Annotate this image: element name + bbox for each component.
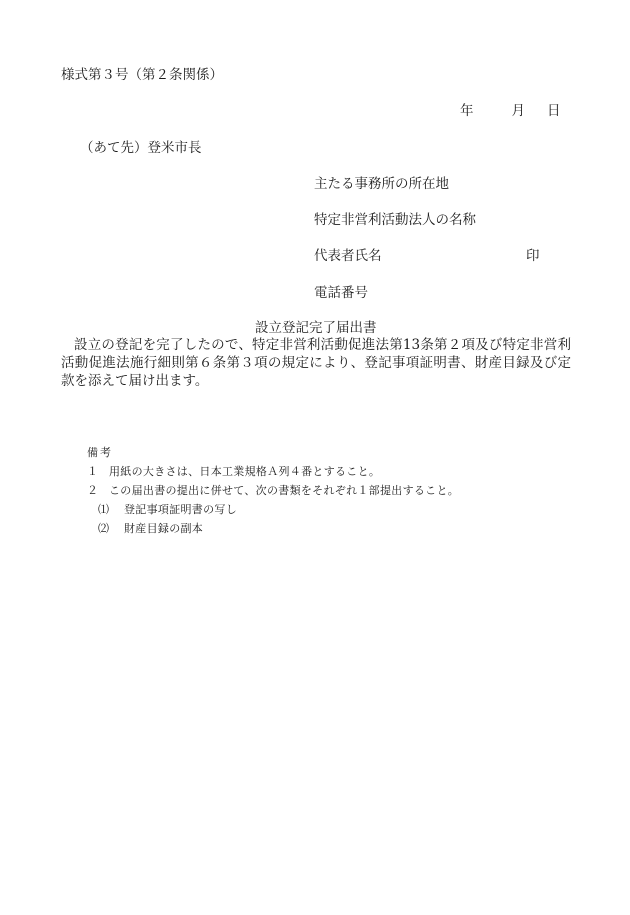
notes-heading: 備考 (87, 446, 113, 459)
note-item (87, 465, 380, 479)
corporation-name-label: 特定非営利活動法人の名称 (314, 212, 476, 228)
note-text: この届出書の提出に併せて、次の書類をそれぞれ１部提出すること。 (109, 484, 460, 497)
date-day-label: 日 (547, 103, 561, 119)
note-sub-item (98, 503, 237, 517)
note-sub-number: ⑵ (98, 522, 110, 535)
body-text: 設立の登記を完了したので、特定非営利活動促進法第13条第２項及び特定非営利活動促進法施行細則第６条第３項の規定により、登記事項証明書、財産目録及び定款を添えて届け出ます。 (61, 337, 571, 389)
note-number: ２ (87, 484, 99, 497)
note-sub-item (98, 522, 203, 536)
date-line (460, 102, 561, 120)
representative-name-label: 代表者氏名 (314, 248, 382, 264)
phone-label: 電話番号 (314, 285, 368, 301)
form-number: 様式第３号（第２条関係） (61, 67, 223, 83)
note-text: 用紙の大きさは、日本工業規格Ａ列４番とすること。 (109, 465, 381, 478)
note-sub-text: 財産目録の副本 (124, 522, 204, 535)
note-sub-number: ⑴ (98, 503, 110, 516)
addressee: （あて先）登米市長 (80, 140, 202, 156)
note-sub-text: 登記事項証明書の写し (124, 503, 237, 516)
date-year-label: 年 (460, 103, 474, 119)
document-title: 設立登記完了届出書 (255, 320, 377, 336)
date-month-label: 月 (511, 103, 525, 119)
note-number: １ (87, 465, 99, 478)
note-item (87, 484, 459, 498)
seal-mark: 印 (526, 248, 540, 264)
office-address-label: 主たる事務所の所在地 (314, 176, 449, 192)
